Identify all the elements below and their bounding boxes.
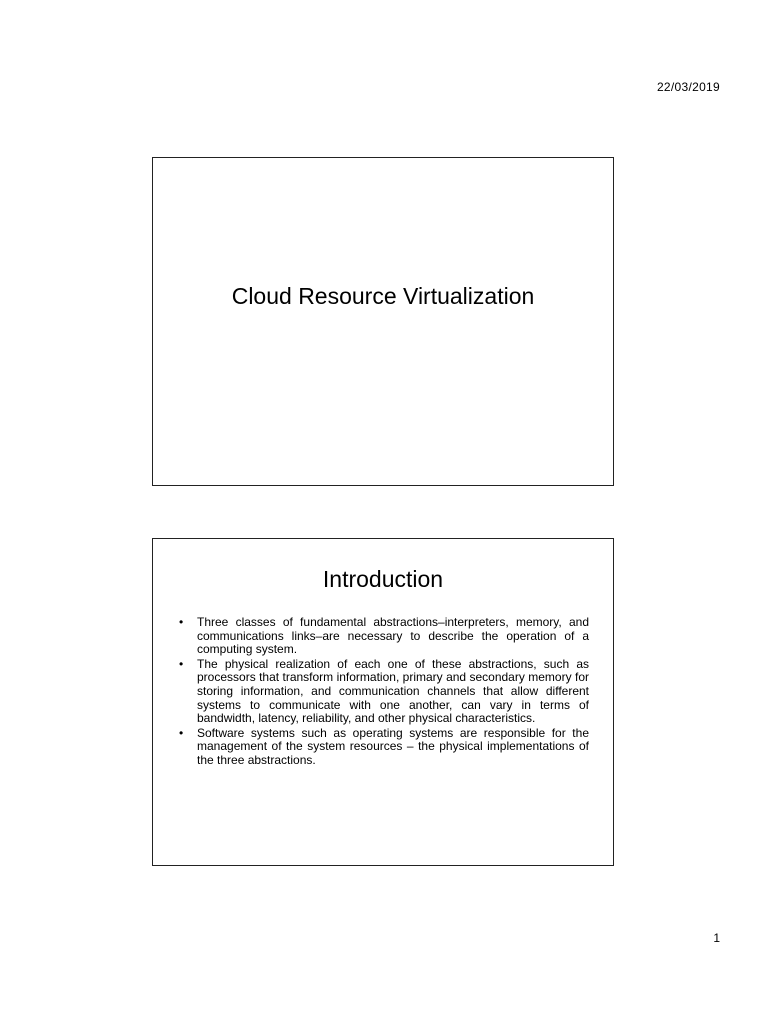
bullet-icon: • [179, 656, 184, 671]
slide-title: Cloud Resource Virtualization [231, 283, 535, 309]
bullet-item [179, 727, 589, 768]
bullet-text: Three classes of fundamental abstractions–interpreters, memory, and communications links–are necessary to describe the operation of a computing system. [197, 615, 589, 657]
slide-title: Introduction [322, 566, 444, 592]
page-number: 1 [713, 931, 720, 945]
bullet-icon: • [179, 725, 184, 740]
bullet-icon: • [179, 615, 184, 629]
bullet-item [179, 616, 589, 657]
bullet-list [179, 616, 589, 769]
bullet-item [179, 658, 589, 726]
bullet-text: The physical realization of each one of these abstractions, such as processors that transform information, primary and secondary memory for storing information, and communication channels that allow different systems to communicate with one another, can vary in terms of bandwidth, latency, reliability, and other physical characteristics. [197, 656, 589, 726]
page-date: 22/03/2019 [656, 80, 720, 94]
bullet-text: Software systems such as operating systems are responsible for the management of the system resources – the physical implementations of the three abstractions. [197, 725, 589, 767]
slide-1 [152, 157, 614, 486]
slide-2 [152, 538, 614, 866]
